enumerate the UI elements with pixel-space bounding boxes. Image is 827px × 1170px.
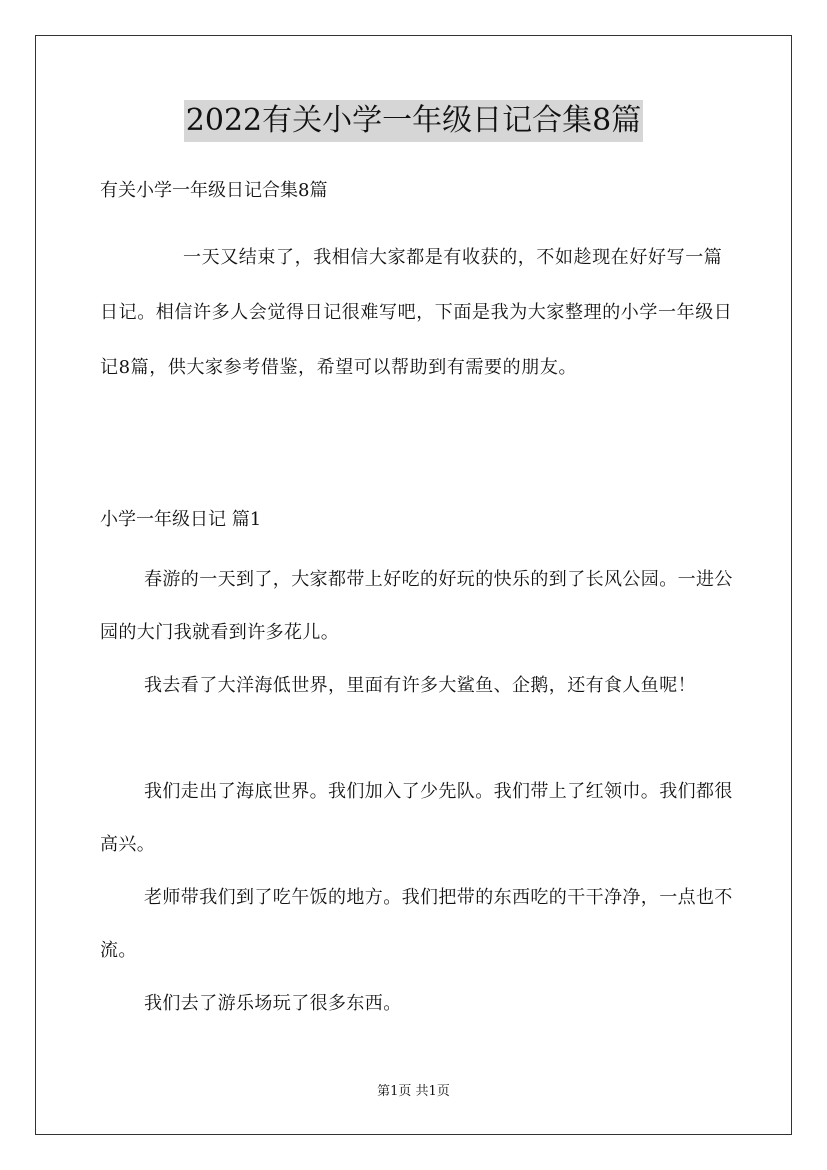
body-paragraph-3: 我们走出了海底世界。我们加入了少先队。我们带上了红领巾。我们都很高兴。 xyxy=(100,781,733,855)
section-heading: 小学一年级日记 篇1 xyxy=(100,509,262,530)
document-subtitle: 有关小学一年级日记合集8篇 xyxy=(100,180,328,201)
body-paragraph-2: 我去看了大洋海低世界，里面有许多大鲨鱼、企鹅，还有食人鱼呢！ xyxy=(144,675,696,696)
document-title xyxy=(0,100,827,142)
body-paragraph-1: 春游的一天到了，大家都带上好吃的好玩的快乐的到了长风公园。一进公园的大门我就看到许多花儿。 xyxy=(100,569,733,643)
body-paragraph-4: 老师带我们到了吃午饭的地方。我们把带的东西吃的干干净净，一点也不流。 xyxy=(100,887,733,961)
page-number-footer: 第1页 共1页 xyxy=(377,1084,450,1099)
document-title-text: 2022有关小学一年级日记合集8篇 xyxy=(184,100,643,142)
intro-paragraph: 一天又结束了，我相信大家都是有收获的，不如趁现在好好写一篇日记。相信许多人会觉得日记很难写吧，下面是我为大家整理的小学一年级日记8篇，供大家参考借鉴，希望可以帮助到有需要的朋友。 xyxy=(100,247,733,378)
body-paragraph-5: 我们去了游乐场玩了很多东西。 xyxy=(144,993,402,1014)
